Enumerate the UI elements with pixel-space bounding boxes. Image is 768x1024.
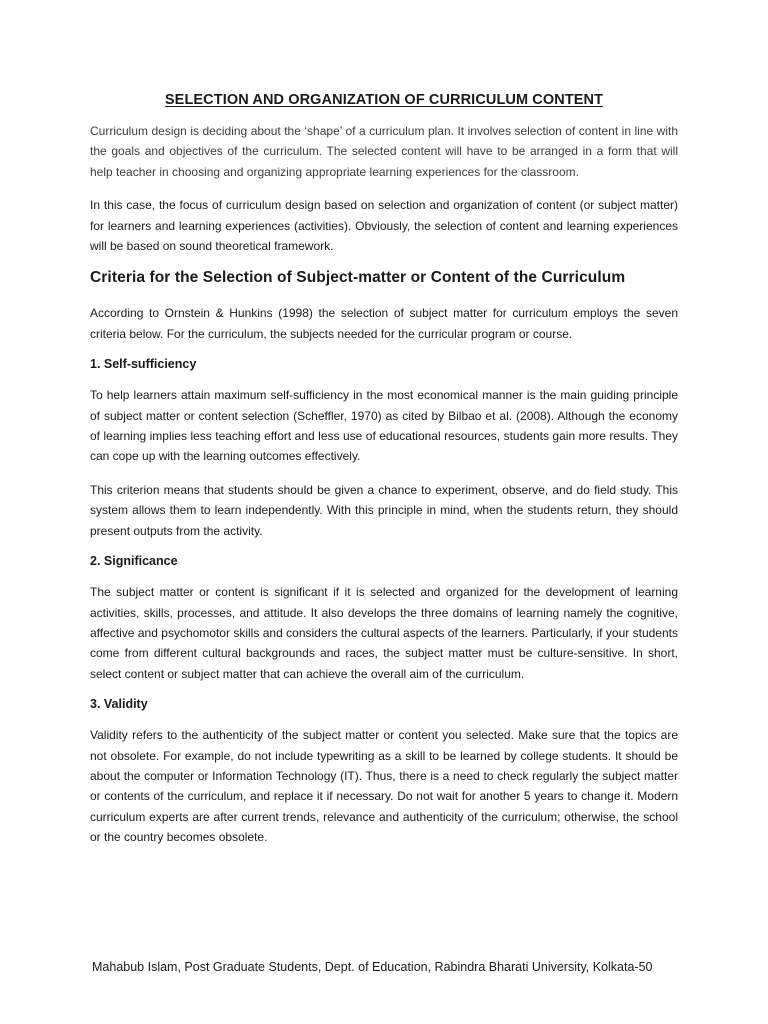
section-heading-validity: 3. Validity: [90, 697, 148, 712]
document-page: [90, 92, 678, 861]
self-sufficiency-paragraph-1: To help learners attain maximum self-sufficiency in the most economical manner is the main guiding principle of subject matter or content selection (Scheffler, 1970) as cited by Bilbao et al. (2008). Although the economy of learning implies less teaching effort and less use of educational resources, students gain more results. They can cope up with the learning outcomes effectively.: [90, 388, 678, 464]
criteria-intro-paragraph: According to Ornstein & Hunkins (1998) the selection of subject matter for curriculum employs the seven criteria below. For the curriculum, the subjects needed for the curricular program or course.: [90, 306, 678, 341]
section-heading-self-sufficiency: 1. Self-sufficiency: [90, 357, 197, 372]
self-sufficiency-paragraph-2: This criterion means that students should be given a chance to experiment, observe, and do field study. This system allows them to learn independently. With this principle in mind, when the students return, they should present outputs from the activity.: [90, 482, 678, 538]
criteria-heading: Criteria for the Selection of Subject-matter or Content of the Curriculum: [90, 269, 626, 287]
document-title: SELECTION AND ORGANIZATION OF CURRICULUM CONTENT: [164, 92, 604, 108]
significance-paragraph: The subject matter or content is significant if it is selected and organized for the development of learning activities, skills, processes, and attitude. It also develops the three domains of learning namely the cognitive, affective and psychomotor skills and considers the cultural aspects of the learners. Particularly, if your students come from different cultural backgrounds and races, the subject matter must be culture-sensitive. In short, select content or subject matter that can achieve the overall aim of the curriculum.: [90, 585, 678, 681]
page-footer: Mahabub Islam, Post Graduate Students, Dept. of Education, Rabindra Bharati University, Kolkata-50: [92, 960, 653, 974]
intro-paragraph-1: Curriculum design is deciding about the ‘shape’ of a curriculum plan. It involves selection of content in line with the goals and objectives of the curriculum. The selected content will have to be arranged in a form that will help teacher in choosing and organizing appropriate learning experiences for the classroom.: [90, 124, 678, 179]
section-heading-significance: 2. Significance: [90, 554, 178, 569]
intro-paragraph-2: In this case, the focus of curriculum design based on selection and organization of content (or subject matter) for learners and learning experiences (activities). Obviously, the selection of content and learning experiences will be based on sound theoretical framework.: [90, 198, 678, 254]
validity-paragraph: Validity refers to the authenticity of the subject matter or content you selected. Make sure that the topics are not obsolete. For example, do not include typewriting as a skill to be learned by college students. It should be about the computer or Information Technology (IT). Thus, there is a need to check regularly the subject matter or contents of the curriculum, and replace it if necessary. Do not wait for another 5 years to change it. Modern curriculum experts are after current trends, relevance and authenticity of the curriculum; otherwise, the school or the country becomes obsolete.: [90, 728, 678, 845]
